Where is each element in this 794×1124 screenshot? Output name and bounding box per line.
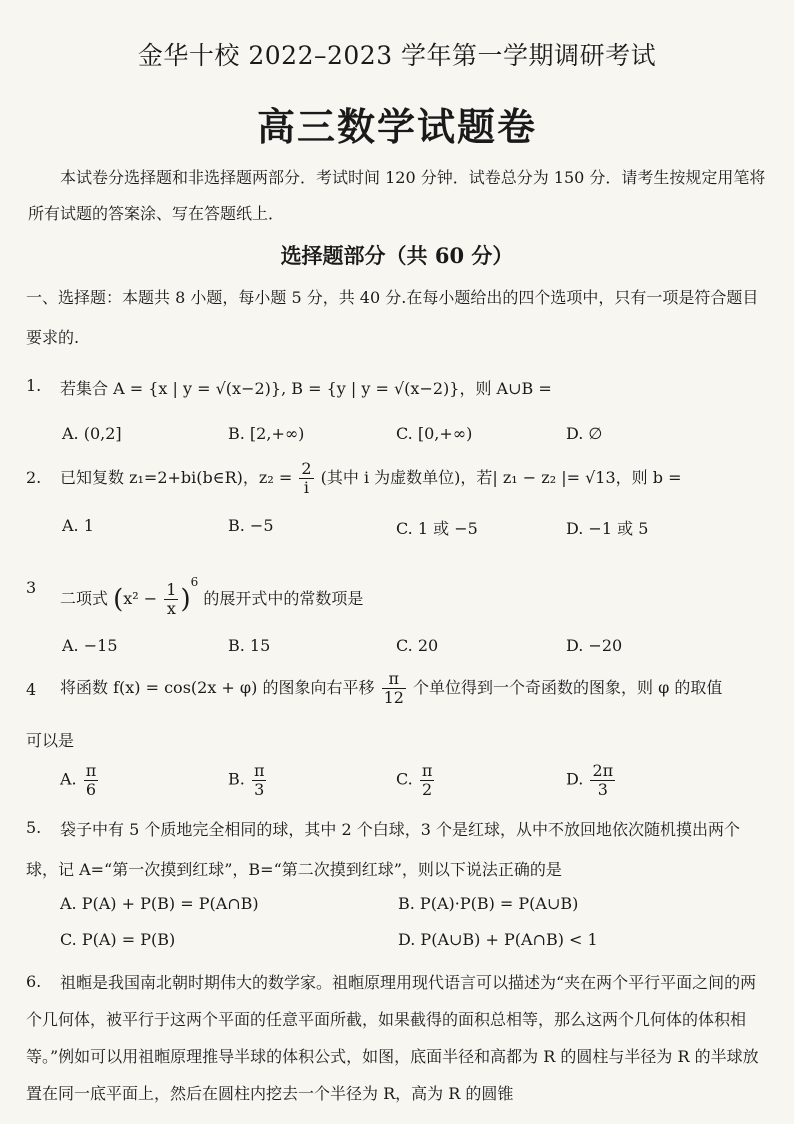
q2-option-c: C. 1 或 −5: [396, 519, 478, 538]
q2-fraction: [299, 460, 313, 496]
q4-option-d-numerator: 2π: [592, 761, 614, 780]
q4-option-c: [396, 762, 436, 798]
q1-stem: 若集合 A = {x | y = √(x−2)}, B = {y | y = √(x−2)}，则 A∪B =: [60, 379, 552, 398]
q4-option-c-label: C.: [396, 769, 413, 789]
q1-option-c: C. [0,+∞): [396, 424, 473, 443]
school-line: 金华十校 2022–2023 学年第一学期调研考试: [137, 41, 657, 70]
q4-option-b-label: B.: [228, 769, 245, 789]
q5-option-c: C. P(A) = P(B): [60, 930, 176, 949]
intro-paragraph: 本试卷分选择题和非选择题两部分．考试时间 120 分钟．试卷总分为 150 分．请考生按规定用笔将所有试题的答案涂、写在答题纸上．: [28, 168, 766, 223]
q4-option-a: [60, 762, 100, 798]
q5-option-d: D. P(A∪B) + P(A∩B) < 1: [398, 930, 598, 949]
q3-option-d: D. −20: [566, 636, 623, 655]
q3-stem-part-a: 二项式: [60, 589, 109, 608]
q4-fraction-numerator: π: [382, 670, 406, 689]
q4-option-c-denominator: 2: [422, 779, 433, 799]
q4-fraction-denominator: 12: [383, 688, 404, 707]
q4-option-b: [228, 762, 268, 798]
q4-stem-continuation: 可以是: [26, 731, 75, 750]
q2-fraction-numerator: 2: [301, 459, 312, 479]
q4-option-c-fraction: [420, 762, 435, 798]
q2-stem-part-a: 已知复数 z₁=2+bi(b∈R)，z₂ =: [60, 468, 293, 487]
q6-number: 6.: [26, 972, 42, 991]
q1-option-d: D. ∅: [566, 424, 603, 443]
q3-option-b: B. 15: [228, 636, 271, 655]
q5-number: 5.: [26, 818, 42, 837]
q4-stem-part-a: 将函数 f(x) = cos(2x + φ) 的图象向右平移: [60, 678, 375, 697]
q2-option-b: B. −5: [228, 516, 274, 535]
q3-fraction: [164, 581, 178, 617]
q4-option-a-denominator: 6: [85, 779, 97, 799]
q6-stem: 祖暅是我国南北朝时期伟大的数学家。祖暅原理用现代语言可以描述为“夹在两个平行平面之间的两个几何体，被平行于这两个平面的任意平面所截，如果截得的面积总相等，那么这两个几何体的体积相等。”例如可以用祖暅原理推导半球的体积公式，如图，底面半径和高都为 R 的圆柱与半径为 R 的半球放置在同一底平面上，然后在圆柱内挖去一个半径为 R，高为 R 的圆锥: [26, 973, 759, 1103]
q5-option-a: A. P(A) + P(B) = P(A∩B): [60, 894, 259, 913]
q1-option-b: B. [2,+∞): [228, 424, 305, 443]
q2-stem: [60, 460, 682, 497]
q3-fraction-numerator: 1: [166, 580, 177, 600]
q4-stem: [60, 668, 722, 708]
q1-option-a: A. (0,2]: [62, 424, 122, 443]
q3-stem-part-b: 的展开式中的常数项是: [203, 589, 364, 608]
q4-option-d-denominator: 3: [597, 779, 608, 799]
q2-option-d: D. −1 或 5: [566, 519, 649, 538]
q4-option-c-numerator: π: [421, 761, 433, 780]
q4-stem-part-b: 个单位得到一个奇函数的图象，则 φ 的取值: [413, 678, 723, 697]
q1-number: 1.: [26, 376, 42, 395]
q2-stem-part-b: (其中 i 为虚数单位)，若| z₁ − z₂ |= √13，则 b =: [320, 468, 682, 487]
q2-option-a: A. 1: [62, 516, 94, 535]
q5-stem: 袋子中有 5 个质地完全相同的球，其中 2 个白球，3 个是红球，从中不放回地依次随机摸出两个球，记 A=“第一次摸到红球”，B=“第二次摸到红球”，则以下说法正确的是: [26, 820, 740, 879]
section-title: 选择题部分（共 60 分）: [280, 243, 514, 268]
q3-option-c: C. 20: [396, 636, 439, 655]
q4-option-a-label: A.: [60, 769, 77, 789]
q2-number: 2.: [26, 468, 42, 487]
part-one-instructions: 一、选择题：本题共 8 小题，每小题 5 分，共 40 分.在每小题给出的四个选项中，只有一项是符合题目要求的.: [26, 288, 759, 347]
q3-right-paren: ): [180, 584, 191, 615]
q4-number: 4: [26, 680, 37, 699]
q3-power: 6: [190, 575, 199, 589]
q4-option-d: [566, 762, 617, 798]
q2-fraction-denominator: i: [303, 478, 309, 497]
q3-left-paren: (: [113, 584, 124, 615]
q4-option-d-label: D.: [566, 769, 584, 789]
q5-option-b: B. P(A)·P(B) = P(A∪B): [398, 894, 579, 913]
q4-option-a-fraction: [84, 762, 99, 798]
q4-fraction: [382, 670, 406, 706]
q3-option-a: A. −15: [62, 636, 118, 655]
q4-option-b-fraction: [252, 762, 267, 798]
q4-option-b-denominator: 3: [254, 779, 265, 799]
exam-title: 高三数学试题卷: [256, 104, 537, 149]
q4-option-a-numerator: π: [85, 761, 97, 780]
q4-option-d-fraction: [590, 762, 615, 798]
q3-expression: x² −: [123, 589, 158, 608]
q3-stem: [60, 562, 363, 620]
q4-option-b-numerator: π: [253, 761, 265, 780]
q3-fraction-denominator: x: [166, 599, 176, 618]
q3-number: 3: [26, 578, 37, 597]
